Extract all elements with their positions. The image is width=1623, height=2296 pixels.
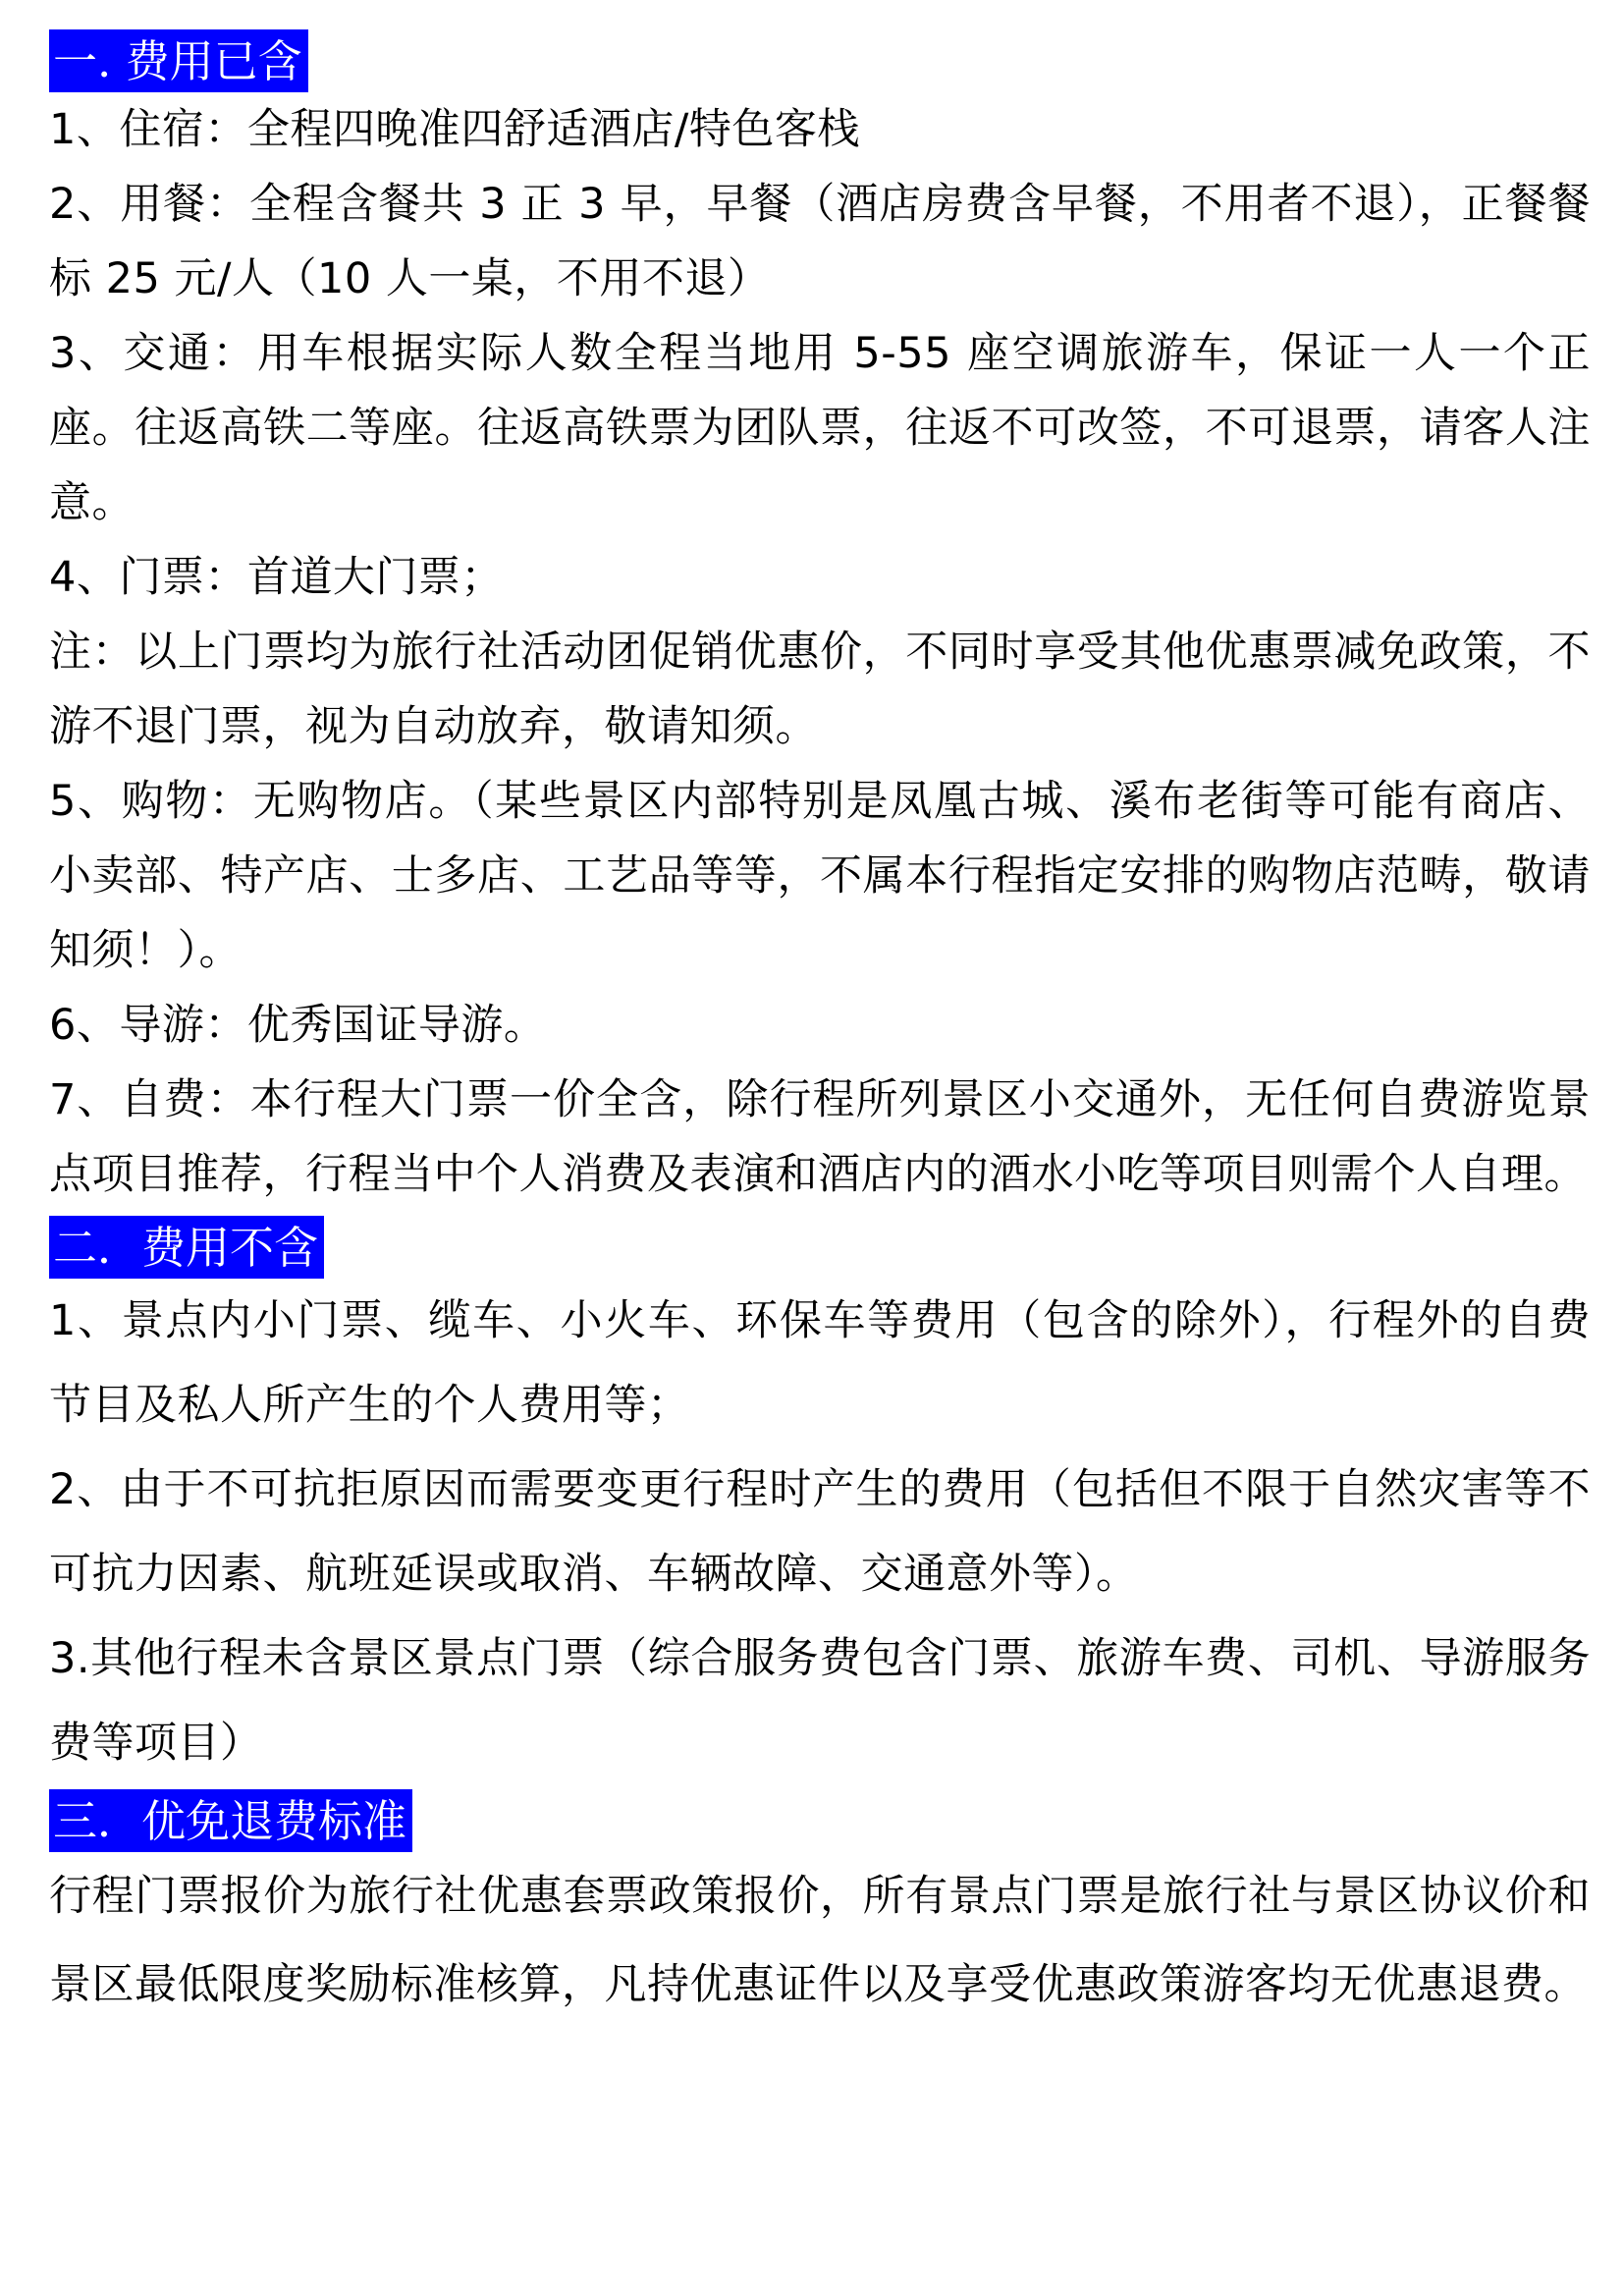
paragraph: 5、购物：无购物店。（某些景区内部特别是凤凰古城、溪布老街等可能有商店、小卖部、特产店、士多店、工艺品等等，不属本行程指定安排的购物店范畴，敬请知须！）。 [49,777,1591,975]
paragraph: 1、住宿：全程四晚准四舒适酒店/特色客栈 [49,105,860,154]
paragraph: 行程门票报价为旅行社优惠套票政策报价，所有景点门票是旅行社与景区协议价和景区最低限度奖励标准核算，凡持优惠证件以及享受优惠政策游客均无优惠退费。 [49,1872,1591,2009]
paragraph: 6、导游：优秀国证导游。 [49,1001,547,1050]
paragraph: 7、自费：本行程大门票一价全含，除行程所列景区小交通外，无任何自费游览景点项目推荐，行程当中个人消费及表演和酒店内的酒水小吃等项目则需个人自理。 [49,1075,1591,1199]
section-fees-excluded [49,1216,1591,1785]
section-heading: 一. 费用已含 [49,29,308,92]
section-fees-included [49,29,1591,1212]
paragraph: 3、交通：用车根据实际人数全程当地用 5-55 座空调旅游车，保证一人一个正座。往返高铁二等座。往返高铁票为团队票，往返不可改签，不可退票，请客人注意。 [49,329,1591,527]
paragraph: 4、门票：首道大门票； [49,553,504,602]
paragraph: 1、景点内小门票、缆车、小火车、环保车等费用（包含的除外），行程外的自费节目及私人所产生的个人费用等； [49,1296,1591,1430]
document-page [49,29,1591,2029]
paragraph: 2、由于不可抗拒原因而需要变更行程时产生的费用（包括但不限于自然灾害等不可抗力因素、航班延误或取消、车辆故障、交通意外等）。 [49,1465,1591,1599]
section-heading: 二．费用不含 [49,1216,324,1279]
paragraph: 2、用餐：全程含餐共 3 正 3 早，早餐（酒店房费含早餐，不用者不退），正餐餐标 25 元/人（10 人一桌，不用不退） [49,180,1591,303]
section-refund-standard [49,1789,1591,2029]
paragraph: 3.其他行程未含景区景点门票（综合服务费包含门票、旅游车费、司机、导游服务费等项目） [49,1634,1591,1768]
section-heading: 三．优免退费标准 [49,1789,412,1852]
paragraph: 注：以上门票均为旅行社活动团促销优惠价，不同时享受其他优惠票减免政策，不游不退门票，视为自动放弃，敬请知须。 [49,628,1591,751]
